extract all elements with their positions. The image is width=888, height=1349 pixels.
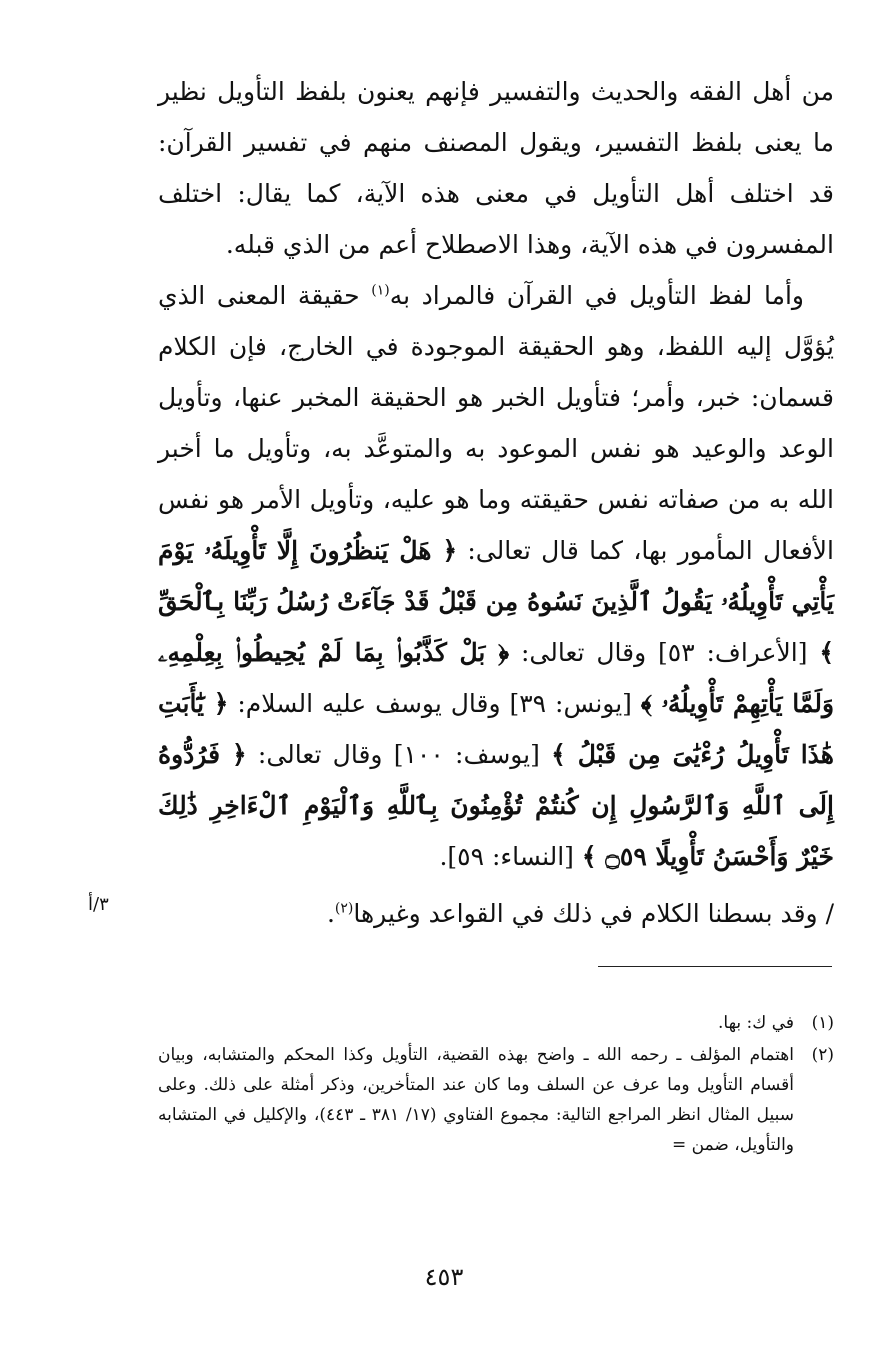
verse-reference-araf: [الأعراف: ٥٣] (646, 638, 820, 667)
paragraph-1: من أهل الفقه والحديث والتفسير فإنهم يعنون بلفظ التأويل نظير ما يعنى بلفظ التفسير، ويقول المصنف منهم في تفسير القرآن: قد اختلف أهل التأويل في معنى هذه الآية، كما يقال: اختلف المفسرون في هذه الآية، وهذا الاصطلاح أعم من الذي قبله. (158, 77, 834, 259)
footnote-ref-1[interactable]: (١) (371, 282, 390, 299)
footnote-1-number: (١) (811, 1013, 834, 1033)
paragraph-3-end: . (326, 899, 335, 928)
paragraph-2 (158, 270, 834, 882)
quran-verse-yunus: ﴿ بَلْ كَذَّبُوا۟ بِمَا لَمْ يُحِيطُوا۟ بِعِلْمِهِۦ وَلَمَّا يَأْتِهِمْ تَأْوِيلُهُۥ ﴾ (158, 638, 835, 718)
verse-reference-yunus: [يونس: ٣٩] (500, 689, 641, 718)
joiner-3: وقال تعالى: (246, 740, 383, 769)
manuscript-folio-note: ٣/أ (88, 894, 109, 915)
page-number: ٤٥٣ (424, 1263, 464, 1291)
paragraph-3 (158, 888, 834, 939)
main-text (158, 66, 834, 882)
footnotes (158, 1008, 834, 1162)
footnote-2-number: (٢) (811, 1045, 834, 1065)
quran-verse-yusuf: ﴿ يَٰٓأَبَتِ هَٰذَا تَأْوِيلُ رُءْيَٰىَ مِن قَبْلُ ﴾ (158, 689, 834, 769)
paragraph-3-text: / وقد بسطنا الكلام في ذلك في القواعد وغيرها (353, 899, 834, 928)
joiner-1: وقال تعالى: (509, 638, 647, 667)
footnote-1-text: في ك: بها. (718, 1013, 794, 1033)
verse-reference-nisa: [النساء: ٥٩]. (439, 842, 582, 871)
paragraph-2-text: حقيقة المعنى الذي يُؤوَّل إليه اللفظ، وهو الحقيقة الموجودة في الخارج، فإن الكلام قسمان: خبر، وأمر؛ فتأويل الخبر هو الحقيقة المخبر عنها، وتأويل الوعد والوعيد هو نفس الموعود به والمتوعَّد به، وتأويل ما أخبر الله به من صفاته نفس حقيقته وما هو عليه، وتأويل الأمر هو نفس الأفعال المأمور بها، كما قال تعالى: (158, 281, 834, 565)
quran-verse-nisa: ﴿ فَرُدُّوهُ إِلَى ٱللَّهِ وَٱلرَّسُولِ إِن كُنتُمْ تُؤْمِنُونَ بِٱللَّهِ وَٱلْيَوْمِ ٱلْءَاخِرِ ذَٰلِكَ خَيْرٌ وَأَحْسَنُ تَأْوِيلًا ۝٥٩ ﴾ (158, 740, 834, 871)
footnote-2-text: اهتمام المؤلف ـ رحمه الله ـ واضح بهذه القضية، التأويل وكذا المحكم والمتشابه، وبيان أقسام التأويل وما عرف عن السلف وما كان عند المتأخرين، وذكر أمثلة على ذلك. وعلى سبيل المثال انظر المراجع التالية: مجموع الفتاوي (١٧/ ٣٨١ ـ ٤٤٣)، والإكليل في المتشابه والتأويل، ضمن = (158, 1045, 794, 1155)
paragraph-2-opening: وأما لفظ التأويل في القرآن فالمراد به (389, 281, 805, 310)
footnote-1 (158, 1008, 834, 1038)
joiner-2: وقال يوسف عليه السلام: (228, 689, 501, 718)
footnote-divider (598, 966, 832, 967)
verse-reference-yusuf: [يوسف: ١٠٠] (382, 740, 552, 769)
quran-verse-araf: ﴿ هَلْ يَنظُرُونَ إِلَّا تَأْوِيلَهُۥ يَوْمَ يَأْتِي تَأْوِيلُهُۥ يَقُولُ ٱلَّذِينَ نَسُوهُ مِن قَبْلُ قَدْ جَآءَتْ رُسُلُ رَبِّنَا بِٱلْحَقِّ ﴾ (158, 536, 834, 667)
footnote-2 (158, 1040, 834, 1160)
footnote-ref-2[interactable]: (٢) (334, 900, 354, 917)
